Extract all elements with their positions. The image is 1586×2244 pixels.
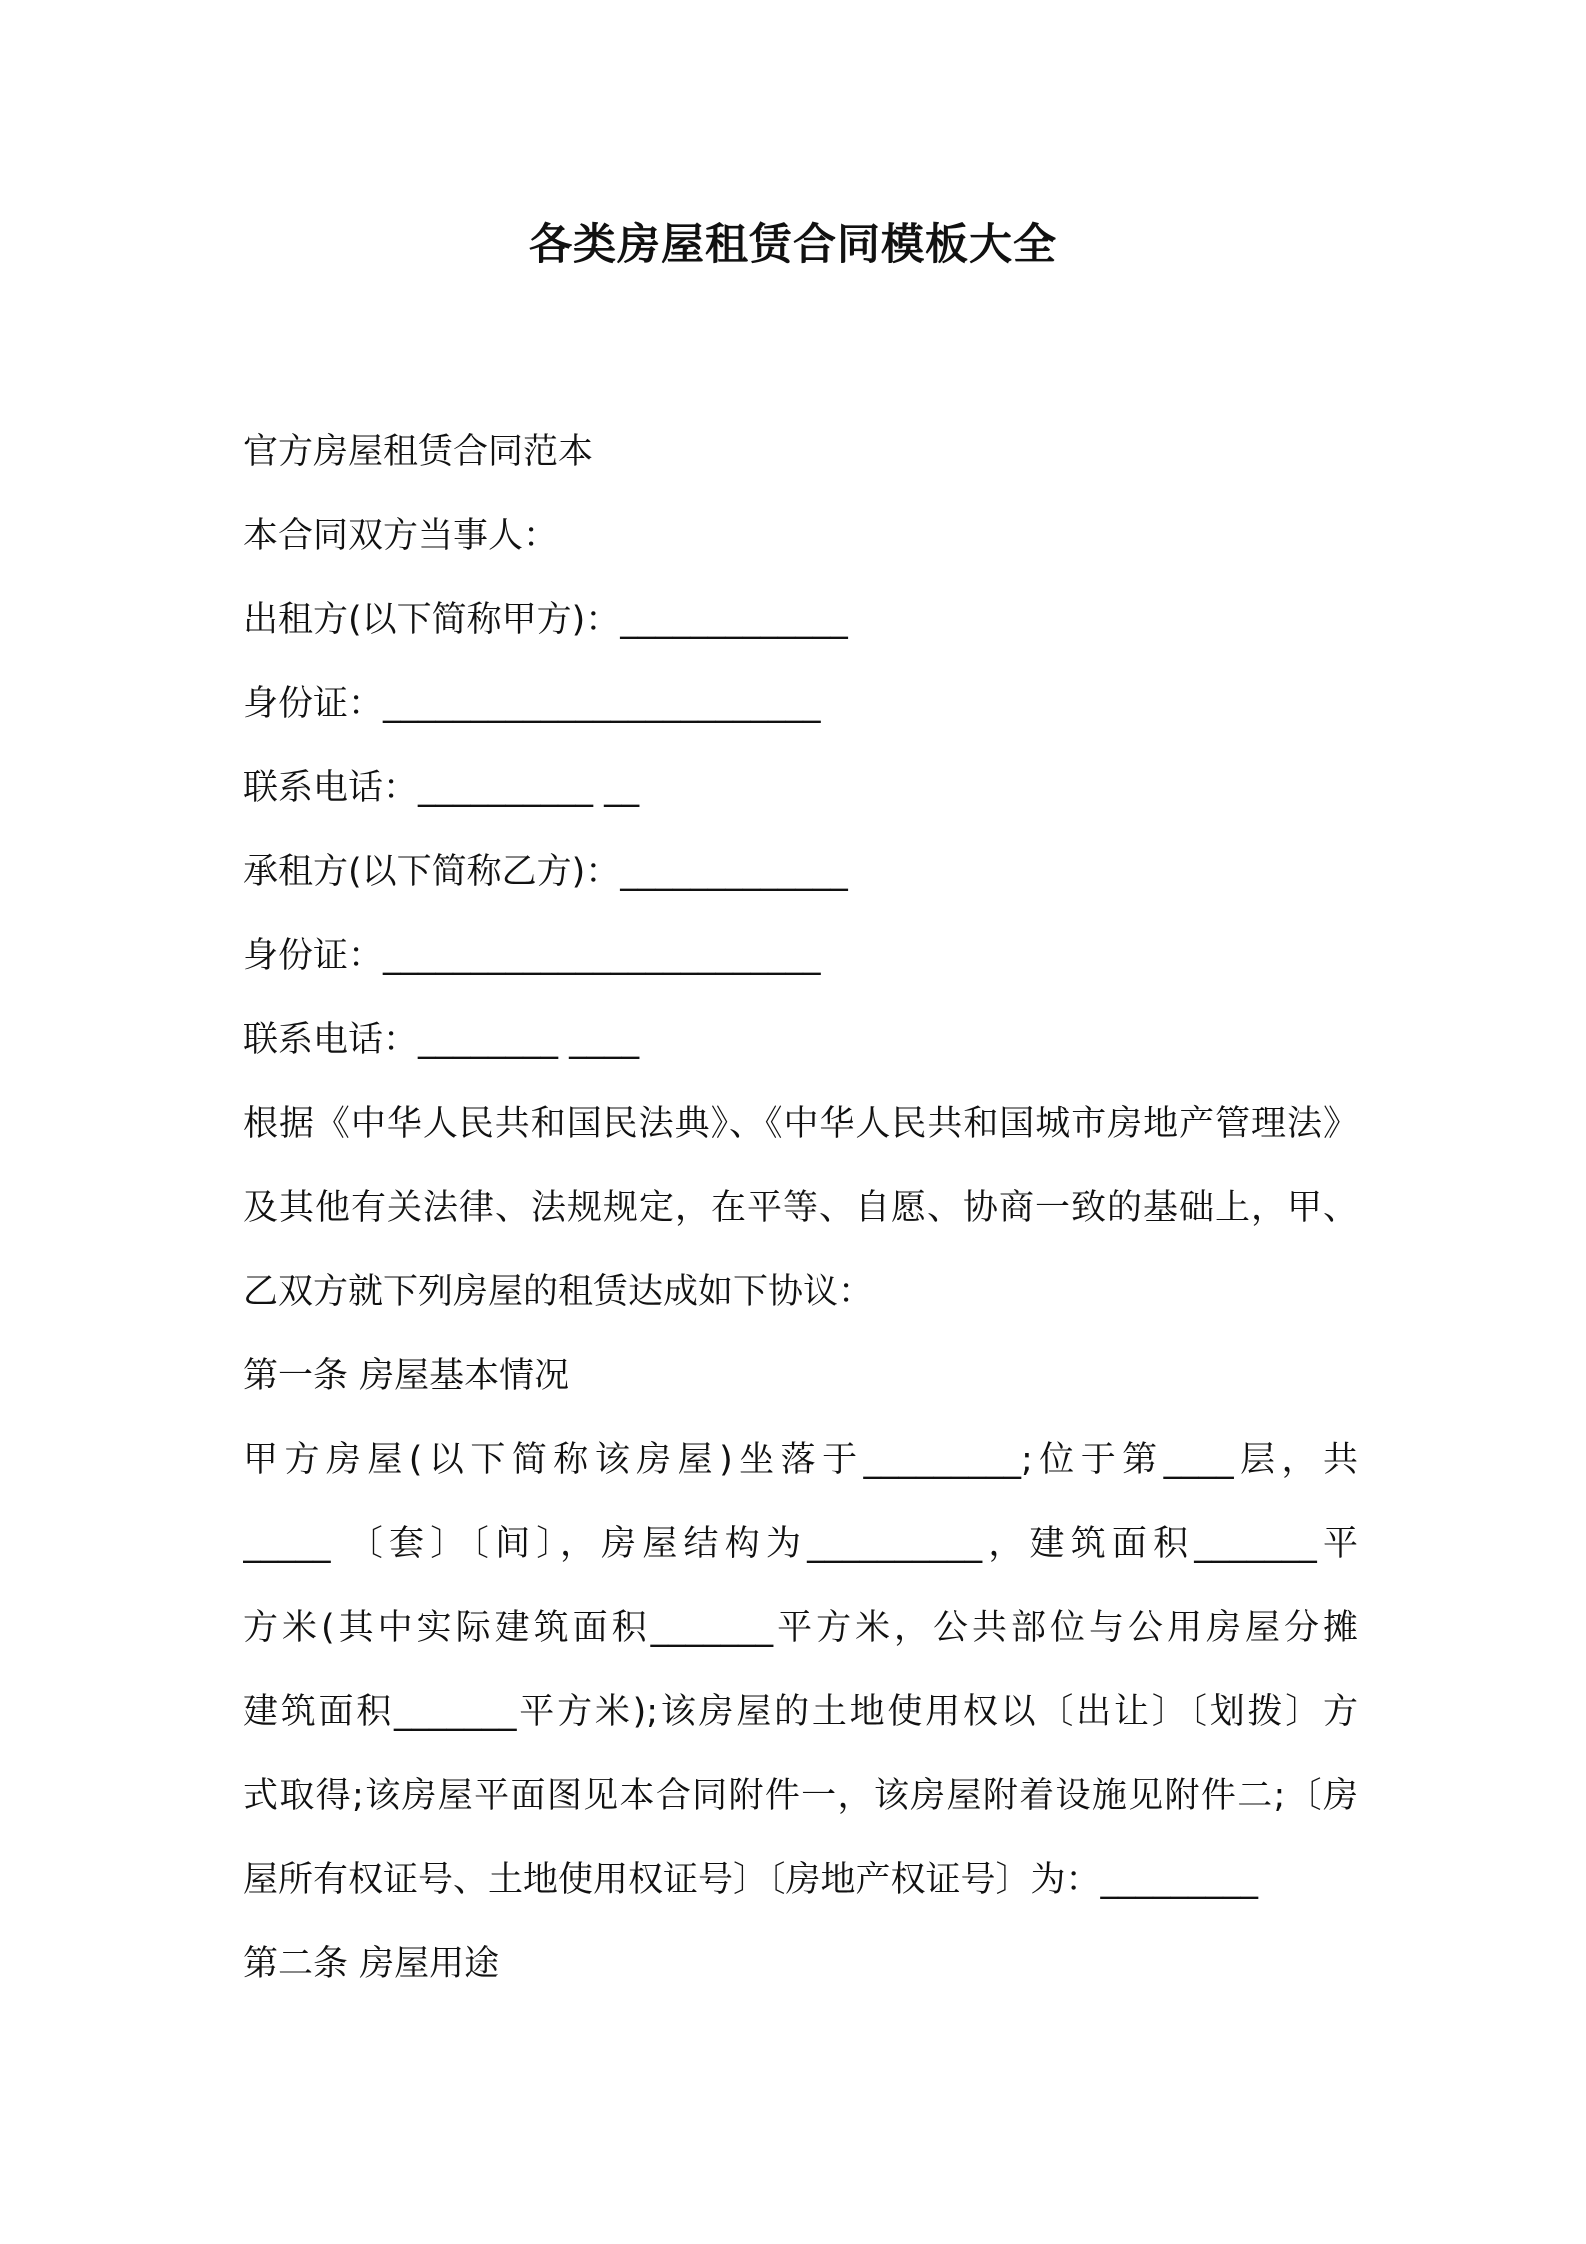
preamble-line-2: 及其他有关法律、法规规定，在平等、自愿、协商一致的基础上，甲、	[243, 1188, 1358, 1228]
article-1-line-3: 方米(其中实际建筑面积_______平方米，公共部位与公用房屋分摊	[243, 1608, 1358, 1648]
preamble-line-1: 根据《中华人民共和国民法典》、《中华人民共和国城市房地产管理法》	[243, 1104, 1358, 1144]
lessor-line: 出租方(以下简称甲方)：_____________	[243, 600, 848, 640]
subtitle-line: 官方房屋租赁合同范本	[243, 432, 594, 472]
article-1-line-1: 甲方房屋(以下简称该房屋)坐落于_________;位于第____层，共	[243, 1440, 1358, 1480]
lessee-line: 承租方(以下简称乙方)：_____________	[243, 852, 848, 892]
article-1-line-2: _____ 〔套〕〔间〕，房屋结构为__________，建筑面积_______平	[243, 1524, 1358, 1564]
article-1-line-4: 建筑面积_______平方米);该房屋的土地使用权以〔出让〕〔划拨〕方	[243, 1692, 1358, 1732]
article-1-line-6: 屋所有权证号、土地使用权证号〕〔房地产权证号〕为：_________	[243, 1860, 1259, 1900]
article-1-heading: 第一条 房屋基本情况	[243, 1356, 570, 1396]
lessor-id-line: 身份证：_________________________	[243, 684, 821, 724]
article-2-heading: 第二条 房屋用途	[243, 1944, 500, 1984]
preamble-line-3: 乙双方就下列房屋的租赁达成如下协议：	[243, 1272, 874, 1312]
parties-heading-line: 本合同双方当事人：	[243, 516, 559, 556]
document-body	[243, 410, 1358, 2006]
lessee-phone-line: 联系电话：________ ____	[243, 1020, 640, 1060]
document-title: 各类房屋租赁合同模板大全	[529, 220, 1057, 270]
lessee-id-line: 身份证：_________________________	[243, 936, 821, 976]
lessor-phone-line: 联系电话：__________ __	[243, 768, 640, 808]
article-1-line-5: 式取得;该房屋平面图见本合同附件一，该房屋附着设施见附件二;〔房	[243, 1776, 1358, 1816]
